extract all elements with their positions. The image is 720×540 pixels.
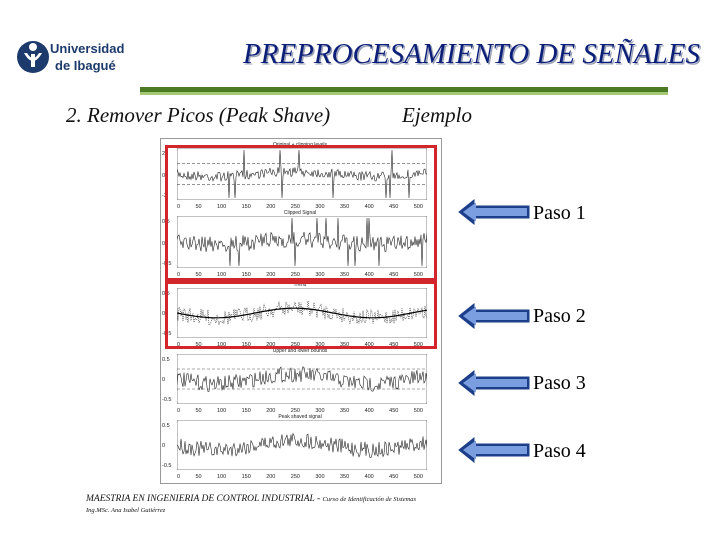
- y-tick: 0: [162, 241, 166, 247]
- left-arrow-icon: [458, 303, 530, 329]
- x-tick: 150: [241, 474, 251, 480]
- x-tick: 50: [195, 474, 202, 480]
- x-tick: 0: [177, 408, 181, 414]
- x-tick: 250: [290, 204, 300, 210]
- x-tick: 350: [339, 272, 350, 278]
- x-tick: 250: [290, 474, 300, 480]
- x-tick: 350: [339, 342, 350, 348]
- x-tick: 0: [177, 204, 181, 210]
- x-tick: 200: [266, 474, 276, 480]
- logo-mark-icon: [14, 38, 52, 76]
- step-label-1: Paso 1: [533, 202, 586, 224]
- step-label-3: Paso 3: [533, 372, 586, 394]
- x-tick: 200: [266, 342, 276, 348]
- x-tick: 300: [315, 342, 325, 348]
- x-tick: 200: [266, 272, 276, 278]
- footer-author: Ing.MSc. Ana Isabel Gutiérrez: [86, 507, 166, 514]
- x-tick: 500: [413, 342, 423, 348]
- x-tick: 450: [389, 408, 399, 414]
- x-tick: 400: [364, 342, 374, 348]
- x-tick: 450: [389, 474, 399, 480]
- x-tick: 150: [241, 408, 251, 414]
- title-rule-highlight: [140, 92, 668, 95]
- y-tick: 0.5: [162, 357, 170, 363]
- example-label: Ejemplo: [402, 103, 472, 127]
- x-tick: 50: [195, 408, 202, 414]
- y-tick: 0: [162, 311, 166, 317]
- panel-title: Clipped Signal: [283, 210, 317, 216]
- plot-frame: [177, 354, 427, 404]
- x-tick: 50: [195, 342, 202, 348]
- signal-figure: [160, 138, 442, 484]
- x-tick: 350: [339, 204, 350, 210]
- x-tick: 350: [339, 474, 350, 480]
- panel-title: Trend: [293, 282, 307, 288]
- slide-title: PREPROCESAMIENTO DE SEÑALES: [243, 38, 700, 70]
- panel-peak-shaved: [162, 414, 433, 480]
- panel-title: Upper and lower bounds: [272, 348, 328, 354]
- y-tick: -0.5: [162, 331, 172, 337]
- logo-text: [50, 40, 124, 74]
- step-label-2: Paso 2: [533, 305, 586, 327]
- x-tick: 200: [266, 408, 276, 414]
- x-tick: 150: [241, 272, 251, 278]
- y-tick: 0: [162, 443, 166, 449]
- x-tick: 100: [217, 272, 227, 278]
- x-tick: 500: [413, 272, 423, 278]
- panel-title: Peak shaved signal: [278, 414, 322, 420]
- plot-peak-shaved: [177, 420, 427, 470]
- y-tick: -0.5: [162, 397, 172, 403]
- signal-line: [177, 434, 427, 458]
- step-label-4: Paso 4: [533, 440, 586, 462]
- footer-program: [86, 494, 416, 504]
- x-tick: 450: [389, 272, 399, 278]
- x-tick: 300: [315, 474, 325, 480]
- x-tick: 250: [290, 272, 300, 278]
- logo-line2: de Ibagué: [55, 58, 116, 73]
- logo-line1: Universidad: [50, 41, 125, 56]
- x-tick: 500: [413, 474, 423, 480]
- y-tick: -2: [162, 193, 167, 199]
- x-tick: 0: [177, 272, 181, 278]
- x-tick: 0: [177, 474, 181, 480]
- plot-bounds: [177, 354, 427, 404]
- y-tick: 0: [162, 377, 166, 383]
- x-tick: 400: [364, 474, 374, 480]
- x-ticks: [177, 474, 423, 480]
- x-tick: 300: [315, 408, 325, 414]
- left-arrow-icon: [458, 370, 530, 396]
- x-tick: 100: [217, 204, 227, 210]
- y-tick: 0.5: [162, 423, 170, 429]
- x-tick: 400: [364, 272, 374, 278]
- signal-line: [177, 367, 427, 392]
- y-tick: 2: [162, 151, 166, 157]
- x-tick: 150: [241, 342, 251, 348]
- x-tick: 400: [364, 408, 374, 414]
- x-tick: 150: [241, 204, 251, 210]
- highlight-box-step1: [165, 145, 437, 281]
- y-tick: 0.5: [162, 219, 170, 225]
- x-tick: 250: [290, 342, 300, 348]
- x-tick: 200: [266, 204, 276, 210]
- x-tick: 0: [177, 342, 181, 348]
- x-tick: 250: [290, 408, 300, 414]
- y-tick: 0.5: [162, 291, 170, 297]
- section-subtitle: 2. Remover Picos (Peak Shave): [66, 103, 331, 127]
- x-tick: 300: [315, 272, 325, 278]
- x-tick: 100: [217, 408, 227, 414]
- university-logo: [14, 38, 134, 80]
- panel-bounds: [162, 348, 433, 414]
- footer-program-name: MAESTRIA EN INGENIERIA DE CONTROL INDUSTRIAL -: [86, 494, 321, 504]
- x-tick: 400: [364, 204, 374, 210]
- x-tick: 500: [413, 204, 423, 210]
- y-tick: -0.5: [162, 463, 172, 469]
- x-tick: 450: [389, 342, 399, 348]
- x-tick: 300: [315, 204, 325, 210]
- x-tick: 100: [217, 342, 227, 348]
- highlight-box-step2: [165, 281, 437, 349]
- y-tick: 0: [162, 173, 166, 179]
- footer-course: Curso de Identificación de Sistemas: [322, 496, 417, 503]
- left-arrow-icon: [458, 437, 530, 463]
- panel-title: Original + clipping levels: [272, 142, 328, 148]
- x-tick: 500: [413, 408, 423, 414]
- x-tick: 450: [389, 204, 399, 210]
- x-tick: 350: [339, 408, 350, 414]
- y-tick: -0.5: [162, 261, 172, 267]
- x-tick: 100: [217, 474, 227, 480]
- x-tick: 50: [195, 272, 202, 278]
- x-tick: 50: [195, 204, 202, 210]
- left-arrow-icon: [458, 199, 530, 225]
